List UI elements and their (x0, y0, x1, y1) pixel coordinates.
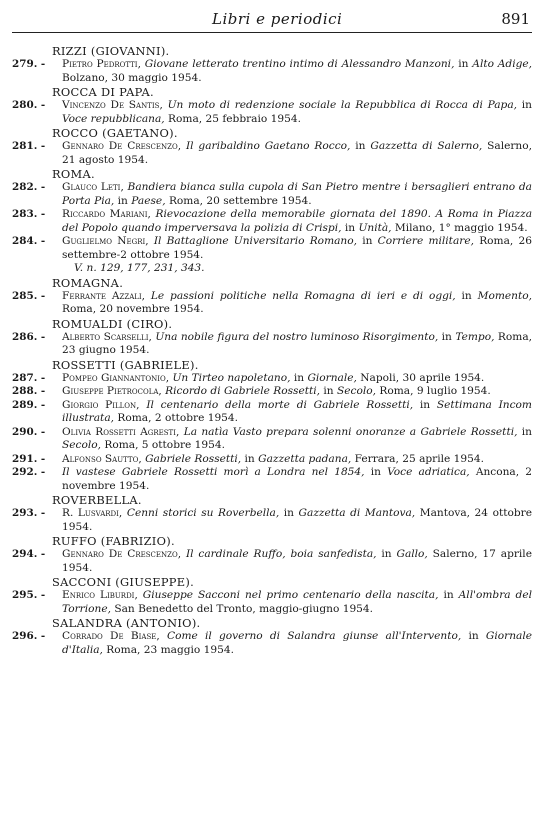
entry-author: Olivia Rossetti Agresti, (62, 425, 180, 438)
entry-number: 284. - (12, 235, 46, 247)
bibliography-entry (12, 208, 532, 235)
page-header (12, 8, 532, 33)
entry-title: Il centenario della morte di Gabriele Rossetti, (146, 398, 414, 411)
entry-title: Il cardinale Ruffo, boia sanfedista, (185, 548, 377, 560)
page-number: 891 (501, 10, 530, 28)
entry-date-place: Napoli, 30 aprile 1954. (360, 371, 485, 384)
entry-title: Rievocazione della memorabile giornata del 1890. A Roma in Piazza del Popolo quando imperversava la polizia di Crispi, (62, 208, 533, 234)
entry-date-place: Salerno, 17 aprile 1954. (62, 548, 532, 574)
entry-in: in (461, 289, 472, 302)
entry-date-place: Roma, 26 settembre-2 ottobre 1954. (62, 235, 532, 261)
entry-title: Un Tirteo napoletano, (172, 371, 291, 384)
entry-source: Giornale d'Italia, (62, 630, 532, 656)
entry-number: 283. - (12, 208, 46, 220)
entry-author: Gennaro De Crescenzo, (62, 548, 182, 560)
entry-title: Un moto di redenzione sociale la Repubblica di Rocca di Papa, (167, 99, 518, 111)
entry-date-place: Bolzano, 30 maggio 1954. (62, 71, 202, 84)
subject-heading: RIZZI (GIOVANNI). (52, 44, 170, 58)
subject-heading: ROVERBELLA. (52, 493, 142, 507)
subject-block (12, 44, 532, 85)
bibliography-entry (12, 99, 532, 126)
bibliography-entry (12, 630, 532, 657)
entry-source: Alto Adige, (472, 58, 533, 70)
subject-heading: RUFFO (FABRIZIO). (52, 534, 175, 548)
subject-block (12, 317, 532, 358)
entry-source: Gazzetta padana, (258, 452, 352, 465)
bibliography-entry (12, 140, 532, 167)
entry-in: in (458, 58, 469, 70)
bibliography-entry (12, 453, 532, 467)
entry-source: Secolo, (62, 439, 101, 451)
entry-date-place: Roma, 9 luglio 1954. (379, 385, 491, 397)
entry-in: in (117, 194, 128, 207)
entry-date-place: Roma, 20 novembre 1954. (62, 303, 204, 315)
entry-number: 280. - (12, 99, 46, 111)
subject-block (12, 358, 532, 494)
entry-source: Voce repubblicana, (62, 112, 165, 125)
entry-in: in (344, 221, 356, 234)
bibliography-entry (12, 331, 532, 358)
bibliography-entry (12, 466, 532, 493)
entry-title: Una nobile figura del nostro luminoso Risorgimento, (155, 330, 439, 343)
entry-author: Corrado De Biase, (62, 630, 160, 642)
entry-date-place: Roma, 25 febbraio 1954. (168, 112, 301, 125)
bibliography-list (12, 44, 532, 657)
entry-in: in (323, 385, 334, 397)
entry-source: Voce adriatica, (387, 466, 470, 478)
subject-block (12, 575, 532, 616)
entry-source: Gazzetta di Mantova, (298, 507, 416, 519)
entry-in: in (381, 548, 392, 560)
entry-author: Vincenzo De Santis, (62, 99, 163, 111)
entry-in: in (244, 452, 255, 465)
entry-title: Il Battaglione Universitario Romano, (153, 235, 357, 247)
entry-title: Come il governo di Salandra giunse all'Intervento, (166, 630, 462, 642)
running-title: Libri e periodici (212, 10, 343, 28)
entry-author: Ferrante Azzali, (62, 289, 146, 302)
entry-number: 294. - (12, 548, 46, 560)
bibliography-entry (12, 385, 532, 399)
entry-title: Giuseppe Sacconi nel primo centenario della nascita, (142, 589, 439, 601)
entry-number: 279. - (12, 58, 46, 70)
entry-in: in (521, 425, 533, 438)
entry-source: Gazzetta di Salerno, (370, 140, 483, 152)
entry-author: Giuseppe Pietrocola, (62, 385, 162, 397)
entry-title: Gabriele Rossetti, (145, 452, 242, 465)
entry-author: Riccardo Mariani, (62, 208, 151, 220)
entry-number: 293. - (12, 507, 46, 519)
entry-author: Alfonso Sautto, (62, 452, 142, 465)
entry-source: Unità, (358, 221, 392, 234)
entry-date-place: Salerno, 21 agosto 1954. (62, 140, 533, 166)
subject-heading: SALANDRA (ANTONIO). (52, 616, 201, 630)
entry-date-place: Roma, 2 ottobre 1954. (117, 412, 239, 424)
entry-source: Momento, (477, 289, 532, 302)
entry-number: 286. - (12, 330, 46, 343)
entry-title: Il garibaldino Gaetano Rocco, (185, 140, 351, 152)
entry-number: 285. - (12, 289, 46, 302)
entry-source: Giornale, (307, 371, 357, 384)
bibliography-entry (12, 507, 532, 534)
entry-number: 281. - (12, 140, 46, 152)
entry-source: Gallo, (396, 548, 428, 560)
subject-heading: ROCCO (GAETANO). (52, 126, 178, 140)
entry-number: 295. - (12, 589, 46, 601)
entry-author: Guglielmo Negri, (62, 235, 149, 247)
entry-in: in (468, 630, 479, 642)
entry-number: 290. - (12, 425, 46, 438)
entry-author: Pompeo Giannantonio, (62, 371, 170, 384)
entry-author: Giorgio Pillon, (62, 398, 140, 411)
entry-date-place: Milano, 1° maggio 1954. (394, 221, 528, 234)
entry-author: Glauco Leti, (62, 181, 124, 193)
entry-date-place: Roma, 5 ottobre 1954. (104, 439, 225, 451)
entry-title: Giovane letterato trentino intimo di Alessandro Manzoni, (144, 58, 455, 70)
entry-author: Gennaro De Crescenzo, (62, 140, 182, 152)
entry-date-place: Ancona, 2 novembre 1954. (62, 466, 533, 492)
entry-date-place: Roma, 23 maggio 1954. (106, 643, 234, 656)
subject-heading: ROCCA DI PAPA. (52, 85, 154, 99)
entry-in: in (443, 589, 454, 601)
entry-date-place: Roma, 20 settembre 1954. (168, 194, 312, 207)
entry-title: Ricordo di Gabriele Rossetti, (165, 385, 321, 397)
subject-block (12, 167, 532, 276)
entry-source: Corriere militare, (377, 235, 474, 247)
bibliography-entry (12, 290, 532, 317)
subject-block (12, 85, 532, 126)
subject-heading: ROMAGNA. (52, 275, 124, 290)
entry-in: in (283, 507, 294, 519)
subject-heading: ROSSETTI (GABRIELE). (52, 357, 199, 372)
bibliography-entry (12, 372, 532, 386)
entry-author: Enrico Liburdi, (62, 589, 138, 601)
entry-date-place: Roma, 23 giugno 1954. (62, 330, 533, 356)
entry-date-place: Mantova, 24 ottobre 1954. (62, 507, 532, 533)
entry-number: 296. - (12, 630, 46, 642)
entry-in: in (419, 398, 431, 411)
entry-number: 289. - (12, 398, 46, 411)
entry-title: Cenni storici su Roverbella, (126, 507, 280, 519)
subject-block (12, 126, 532, 167)
entry-author: Alberto Scarselli, (62, 330, 152, 343)
entry-number: 292. - (12, 466, 46, 478)
bibliography-entry (12, 235, 532, 262)
entry-date-place: Ferrara, 25 aprile 1954. (354, 452, 484, 465)
bibliography-entry (12, 181, 532, 208)
subject-block (12, 276, 532, 317)
subject-block (12, 616, 532, 657)
entry-source: Secolo, (337, 385, 376, 397)
entry-title: La natìa Vasto prepara solenni onoranze a Gabriele Rossetti, (183, 425, 518, 438)
entry-number: 291. - (12, 452, 46, 465)
entry-date-place: San Benedetto del Tronto, maggio-giugno 1954. (114, 602, 374, 615)
entry-source: All'ombra del Torrione, (62, 589, 532, 615)
entry-source: Settimana Incom illustrata, (62, 398, 532, 424)
bibliography-entry (12, 426, 532, 453)
entry-in: in (293, 371, 305, 384)
entry-source: Paese, (131, 194, 166, 207)
entry-title: Bandiera bianca sulla cupola di San Pietro mentre i bersaglieri entrano da Porta Pia, (62, 181, 532, 207)
entry-title: Le passioni politiche nella Romagna di ieri e di oggi, (150, 289, 456, 302)
entry-in: in (441, 330, 452, 343)
cross-reference: V. n. 129, 177, 231, 343. (74, 262, 205, 274)
entry-in: in (362, 235, 373, 247)
entry-number: 287. - (12, 371, 46, 384)
entry-author: R. Lusvardi, (62, 507, 123, 519)
entry-number: 282. - (12, 181, 46, 193)
subject-heading: SACCONI (GIUSEPPE). (52, 575, 195, 589)
subject-heading: ROMUALDI (CIRO). (52, 316, 173, 331)
entry-in: in (355, 140, 366, 152)
entry-source: Tempo, (455, 330, 495, 343)
entry-in: in (370, 466, 381, 478)
bibliography-entry (12, 58, 532, 85)
entry-title: Il vastese Gabriele Rossetti morì a Londra nel 1854, (62, 466, 365, 478)
entry-number: 288. - (12, 385, 46, 397)
subject-heading: ROMA. (52, 167, 95, 181)
bibliography-entry (12, 589, 532, 616)
subject-block (12, 534, 532, 575)
entry-author: Pietro Pedrotti, (62, 58, 141, 70)
subject-block (12, 493, 532, 534)
bibliography-entry (12, 548, 532, 575)
bibliography-entry (12, 399, 532, 426)
entry-in: in (521, 99, 532, 111)
